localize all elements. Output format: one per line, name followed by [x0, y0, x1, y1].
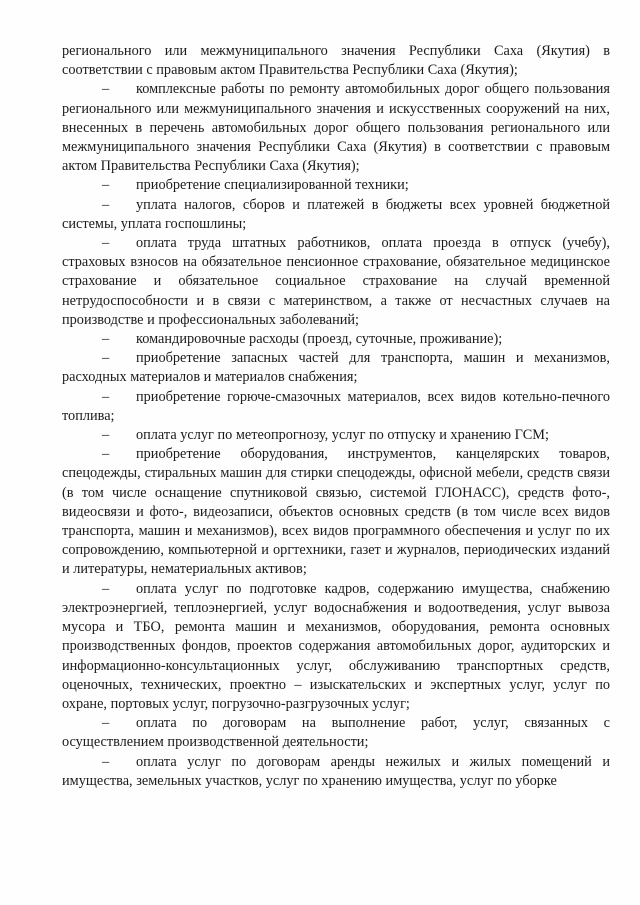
paragraph-text: приобретение специализированной техники;	[136, 177, 409, 194]
paragraph-continuation	[62, 42, 610, 80]
dash-bullet: –	[102, 235, 110, 252]
paragraph-text: оплата по договорам на выполнение работ, услуг, связанных с осуществлением производственной деятельности;	[62, 715, 610, 751]
dash-bullet: –	[102, 753, 110, 770]
list-item	[62, 176, 610, 195]
list-item	[62, 580, 610, 714]
paragraph-text: приобретение горюче-смазочных материалов, всех видов котельно-печного топлива;	[62, 388, 610, 424]
list-item	[62, 426, 610, 445]
list-item	[62, 234, 610, 330]
dash-bullet: –	[102, 177, 110, 194]
paragraph-text: оплата услуг по метеопрогнозу, услуг по отпуску и хранению ГСМ;	[136, 427, 549, 444]
dash-bullet: –	[102, 196, 110, 213]
dash-bullet: –	[102, 427, 110, 444]
paragraph-text: оплата услуг по подготовке кадров, содержанию имущества, снабжению электроэнергией, теплоэнергией, услуг водоснабжения и водоотведения, услуг вывоза мусора и ТБО, ремонта машин и механизмов, оборудования, ремонта основных производственных фондов, проектов содержания автомобильных дорог, аудиторских и информационно-консультационных услуг, обслуживанию транспортных средств, оценочных, технических, проектно – изыскательских и экспертных услуг, услуг по охране, портовых услуг, погрузочно-разгрузочных услуг;	[62, 580, 610, 712]
list-item	[62, 349, 610, 387]
list-item	[62, 714, 610, 752]
dash-bullet: –	[102, 580, 110, 597]
dash-bullet: –	[102, 715, 110, 732]
list-item	[62, 330, 610, 349]
paragraph-text: приобретение запасных частей для транспорта, машин и механизмов, расходных материалов и материалов снабжения;	[62, 350, 610, 386]
paragraph-text: командировочные расходы (проезд, суточные, проживание);	[136, 331, 503, 348]
list-item	[62, 388, 610, 426]
dash-bullet: –	[102, 446, 110, 463]
list-item	[62, 80, 610, 176]
dash-bullet: –	[102, 388, 110, 405]
list-item	[62, 753, 610, 791]
document-body	[62, 42, 610, 791]
paragraph-text: комплексные работы по ремонту автомобильных дорог общего пользования регионального или межмуниципального значения и искусственных сооружений на них, внесенных в перечень автомобильных дорог общего пользования регионального или межмуниципального значения Республики Саха (Якутия) в соответствии с правовым актом Правительства Республики Саха (Якутия);	[62, 81, 610, 175]
paragraph-text: уплата налогов, сборов и платежей в бюджеты всех уровней бюджетной системы, уплата госпошлины;	[62, 196, 610, 232]
paragraph-text: регионального или межмуниципального значения Республики Саха (Якутия) в соответствии с правовым актом Правительства Республики Саха (Якутия);	[62, 43, 610, 79]
paragraph-text: оплата труда штатных работников, оплата проезда в отпуск (учебу), страховых взносов на обязательное пенсионное страхование, обязательное медицинское страхование и обязательное социальное страхование на случай временной нетрудоспособности и в связи с материнством, а также от несчастных случаев на производстве и профессиональных заболеваний;	[62, 235, 610, 328]
list-item	[62, 445, 610, 579]
paragraph-text: оплата услуг по договорам аренды нежилых и жилых помещений и имущества, земельных участков, услуг по хранению имущества, услуг по уборке	[62, 753, 610, 789]
list-item	[62, 196, 610, 234]
dash-bullet: –	[102, 331, 110, 348]
paragraph-text: приобретение оборудования, инструментов, канцелярских товаров, спецодежды, стиральных машин для стирки спецодежды, офисной мебели, средств связи (в том числе оснащение спутниковой связью, системой ГЛОНАСС), средств фото-, видеосвязи и фото-, видеозаписи, объектов основных средств (в том числе всех видов транспорта, машин и механизмов), всех видов программного обеспечения и услуг по их сопровождению, компьютерной и оргтехники, газет и журналов, периодических изданий и литературы, нематериальных активов;	[62, 446, 610, 578]
dash-bullet: –	[102, 81, 110, 98]
dash-bullet: –	[102, 350, 110, 367]
